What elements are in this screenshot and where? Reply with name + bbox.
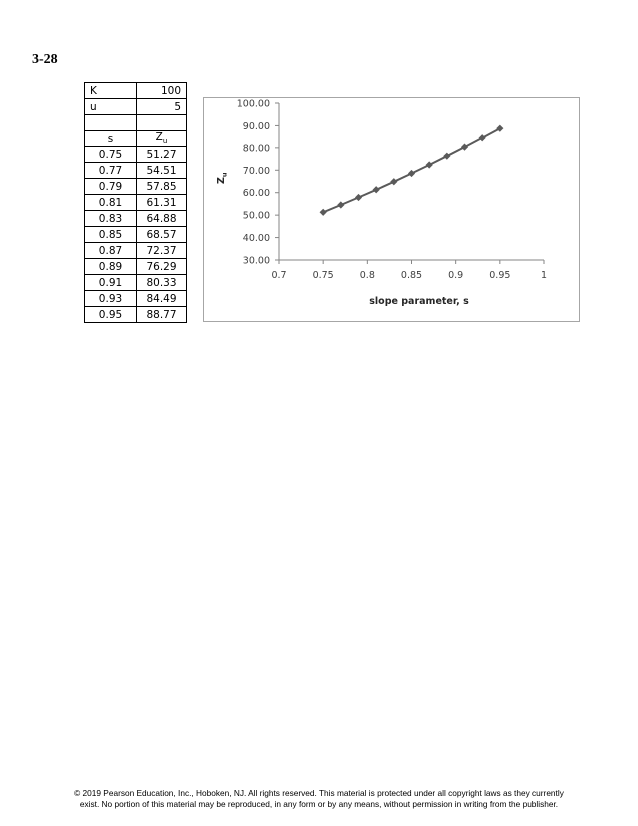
cell-z: 76.29 — [137, 259, 187, 275]
header-s: s — [85, 131, 137, 147]
data-point — [355, 194, 362, 201]
cell-z: 80.33 — [137, 275, 187, 291]
param-value: 100 — [137, 83, 187, 99]
param-row-u — [85, 99, 187, 115]
data-point — [479, 134, 486, 141]
data-table — [84, 82, 187, 323]
cell-z: 72.37 — [137, 243, 187, 259]
table-row — [85, 291, 187, 307]
y-tick-label: 60.00 — [242, 188, 270, 200]
cell-z: 88.77 — [137, 307, 187, 323]
data-point — [461, 144, 468, 151]
cell-z: 61.31 — [137, 195, 187, 211]
y-tick-label: 100.00 — [236, 98, 270, 110]
cell-z: 84.49 — [137, 291, 187, 307]
y-axis-title-sub: u — [220, 172, 229, 178]
x-tick-label: 0.7 — [271, 270, 287, 281]
table-row — [85, 275, 187, 291]
y-axis-title-main: Z — [216, 177, 227, 184]
cell-s: 0.79 — [85, 179, 137, 195]
y-tick-label: 80.00 — [242, 143, 270, 155]
x-tick-label: 1 — [540, 270, 548, 281]
y-axis-title — [216, 172, 229, 184]
table-row — [85, 163, 187, 179]
y-tick-label: 70.00 — [242, 165, 270, 177]
cell-z: 57.85 — [137, 179, 187, 195]
data-point — [337, 201, 344, 208]
cell-s: 0.75 — [85, 147, 137, 163]
footer-line-2: exist. No portion of this material may be reproduced, in any form or by any means, without permission in writing from the publisher. — [79, 799, 559, 809]
table-header — [85, 131, 187, 147]
blank-row — [85, 115, 187, 131]
x-tick-label: 0.8 — [359, 270, 375, 281]
header-z-main: Z — [155, 131, 163, 144]
x-axis-title: slope parameter, s — [369, 296, 469, 307]
table-row — [85, 307, 187, 323]
footer-line-1: © 2019 Pearson Education, Inc., Hoboken, NJ. All rights reserved. This material is protected under all copyright laws as they currently — [74, 788, 564, 798]
table-row — [85, 179, 187, 195]
cell-s: 0.83 — [85, 211, 137, 227]
copyright-footer — [0, 788, 638, 810]
cell-s: 0.85 — [85, 227, 137, 243]
data-point — [496, 125, 503, 132]
cell-s: 0.87 — [85, 243, 137, 259]
cell-z: 54.51 — [137, 163, 187, 179]
x-tick-label: 0.75 — [312, 270, 334, 281]
param-value: 5 — [137, 99, 187, 115]
cell-s: 0.89 — [85, 259, 137, 275]
cell-s: 0.81 — [85, 195, 137, 211]
table-row — [85, 211, 187, 227]
table-row — [85, 147, 187, 163]
cell-z: 64.88 — [137, 211, 187, 227]
table-row — [85, 259, 187, 275]
data-point — [373, 186, 380, 193]
param-row-k — [85, 83, 187, 99]
table-row — [85, 195, 187, 211]
data-point — [443, 153, 450, 160]
cell-s: 0.93 — [85, 291, 137, 307]
chart-svg — [204, 98, 579, 321]
table-row — [85, 243, 187, 259]
cell-s: 0.95 — [85, 307, 137, 323]
header-z-sub: u — [162, 137, 168, 146]
table-row — [85, 227, 187, 243]
chart — [203, 97, 580, 322]
x-tick-label: 0.95 — [489, 270, 511, 281]
header-z — [137, 131, 187, 147]
data-point — [426, 161, 433, 168]
y-tick-label: 30.00 — [242, 255, 270, 267]
param-label: K — [85, 83, 137, 99]
y-tick-label: 90.00 — [242, 120, 270, 132]
y-tick-label: 40.00 — [242, 233, 270, 245]
cell-z: 68.57 — [137, 227, 187, 243]
data-point — [390, 178, 397, 185]
cell-s: 0.91 — [85, 275, 137, 291]
param-label: u — [85, 99, 137, 115]
cell-s: 0.77 — [85, 163, 137, 179]
x-tick-label: 0.9 — [448, 270, 464, 281]
problem-number: 3-28 — [32, 52, 58, 67]
y-tick-label: 50.00 — [242, 210, 270, 222]
data-point — [408, 170, 415, 177]
x-tick-label: 0.85 — [400, 270, 423, 281]
cell-z: 51.27 — [137, 147, 187, 163]
data-point — [320, 209, 327, 216]
